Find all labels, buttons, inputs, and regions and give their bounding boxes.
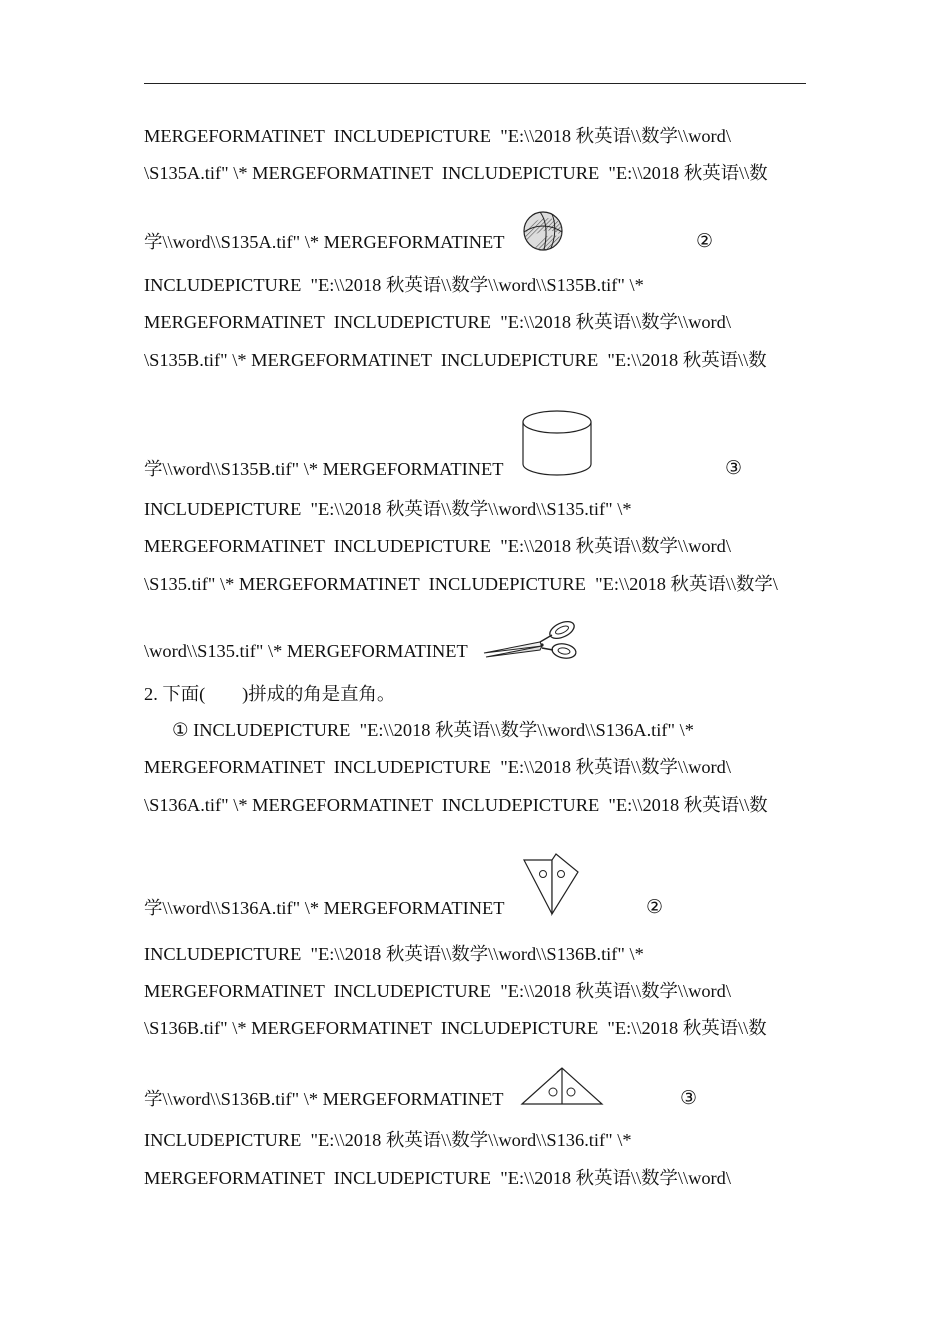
q2-line-4: 学\\word\\S136A.tif" \* MERGEFORMATINET [144,898,505,918]
q2-option-2-marker: ② [646,897,664,918]
q2-heading: 2. 下面( )拼成的角是直角。 [144,684,396,704]
q1-option-2-marker: ② [696,231,714,252]
q2-option-3-marker: ③ [680,1088,698,1109]
set-squares-a-icon [522,852,582,918]
q2-line-9: INCLUDEPICTURE "E:\\2018 秋英语\\数学\\word\\S136.tif" \* [144,1130,632,1150]
q2-line-5: INCLUDEPICTURE "E:\\2018 秋英语\\数学\\word\\S136B.tif" \* [144,944,644,964]
q1-line-9: MERGEFORMATINET INCLUDEPICTURE "E:\\2018 秋英语\\数学\\word\ [144,536,731,556]
q1-line-6: \S135B.tif" \* MERGEFORMATINET INCLUDEPICTURE "E:\\2018 秋英语\\数 [144,350,767,370]
q1-line-7: 学\\word\\S135B.tif" \* MERGEFORMATINET [144,459,504,479]
q1-line-4: INCLUDEPICTURE "E:\\2018 秋英语\\数学\\word\\S135B.tif" \* [144,275,644,295]
q2-line-2: MERGEFORMATINET INCLUDEPICTURE "E:\\2018 秋英语\\数学\\word\ [144,757,731,777]
q2-line-7: \S136B.tif" \* MERGEFORMATINET INCLUDEPICTURE "E:\\2018 秋英语\\数 [144,1018,767,1038]
q1-line-5: MERGEFORMATINET INCLUDEPICTURE "E:\\2018 秋英语\\数学\\word\ [144,312,731,332]
q1-line-3: 学\\word\\S135A.tif" \* MERGEFORMATINET [144,232,505,252]
header-rule [144,83,806,84]
q2-line-6: MERGEFORMATINET INCLUDEPICTURE "E:\\2018 秋英语\\数学\\word\ [144,981,731,1001]
q2-line-10: MERGEFORMATINET INCLUDEPICTURE "E:\\2018 秋英语\\数学\\word\ [144,1168,731,1188]
scissors-icon [482,620,578,662]
q1-line-2: \S135A.tif" \* MERGEFORMATINET INCLUDEPICTURE "E:\\2018 秋英语\\数 [144,163,768,183]
set-squares-b-icon [520,1064,604,1108]
q2-line-1: ① INCLUDEPICTURE "E:\\2018 秋英语\\数学\\word\\S136A.tif" \* [172,720,694,740]
q1-line-1: MERGEFORMATINET INCLUDEPICTURE "E:\\2018 秋英语\\数学\\word\ [144,126,731,146]
q1-option-3-marker: ③ [725,458,743,479]
q1-line-11: \word\\S135.tif" \* MERGEFORMATINET [144,641,468,661]
q2-line-3: \S136A.tif" \* MERGEFORMATINET INCLUDEPICTURE "E:\\2018 秋英语\\数 [144,795,768,815]
q1-line-8: INCLUDEPICTURE "E:\\2018 秋英语\\数学\\word\\S135.tif" \* [144,499,632,519]
q1-line-10: \S135.tif" \* MERGEFORMATINET INCLUDEPICTURE "E:\\2018 秋英语\\数学\ [144,574,778,594]
q2-line-8: 学\\word\\S136B.tif" \* MERGEFORMATINET [144,1089,504,1109]
ball-icon [522,210,564,252]
cylinder-icon [520,408,594,478]
